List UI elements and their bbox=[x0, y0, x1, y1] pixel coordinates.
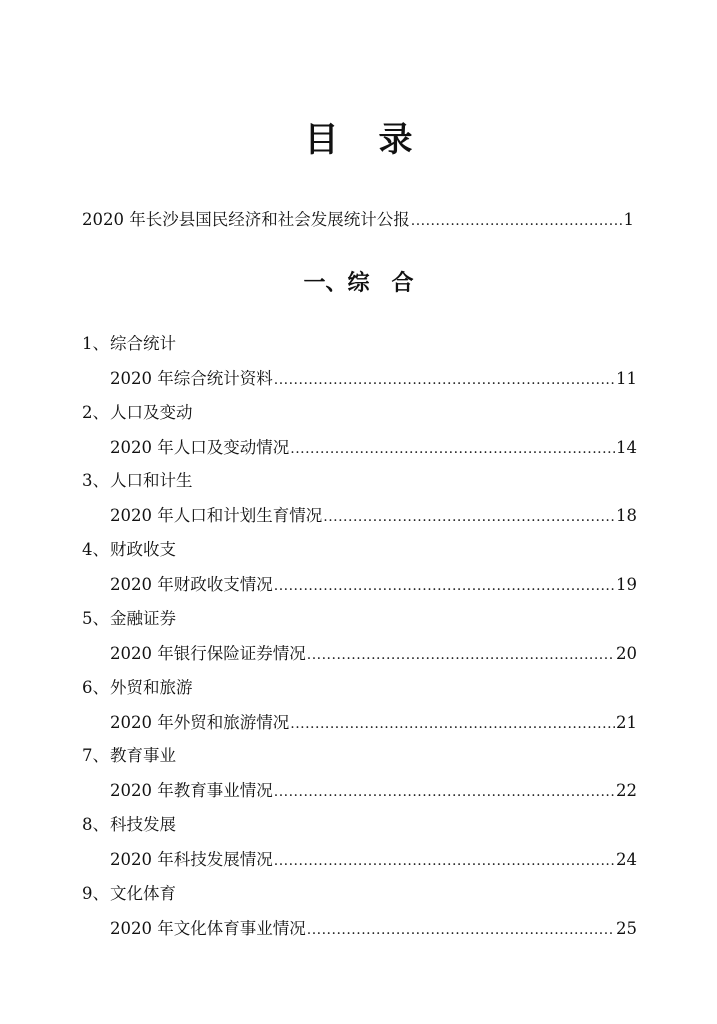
toc-category-name: 金融证券 bbox=[110, 608, 176, 628]
dot-leader bbox=[411, 210, 623, 232]
toc-category-name: 科技发展 bbox=[110, 814, 176, 834]
toc-entry bbox=[110, 368, 637, 391]
toc-category bbox=[82, 402, 193, 424]
toc-category bbox=[82, 608, 176, 630]
toc-entry-label: 2020 年银行保险证券情况 bbox=[110, 643, 306, 663]
toc-entry-page: 20 bbox=[616, 643, 637, 663]
dot-leader bbox=[290, 438, 615, 460]
toc-category-number: 6、 bbox=[82, 677, 109, 697]
toc-entry bbox=[110, 712, 637, 735]
toc-entry-label: 2020 年文化体育事业情况 bbox=[110, 918, 306, 938]
toc-entry-page: 1 bbox=[623, 210, 634, 229]
toc-category-number: 2、 bbox=[82, 402, 109, 422]
toc-category-name: 外贸和旅游 bbox=[110, 677, 193, 697]
toc-entry-page: 19 bbox=[616, 575, 637, 595]
toc-entry bbox=[110, 918, 637, 941]
toc-category-number: 4、 bbox=[82, 540, 109, 560]
toc-category-number: 3、 bbox=[82, 471, 109, 491]
toc-category bbox=[82, 883, 176, 905]
toc-category-number: 5、 bbox=[82, 608, 109, 628]
section-heading-part2: 合 bbox=[391, 270, 414, 296]
toc-entry bbox=[110, 643, 637, 666]
toc-entry bbox=[110, 780, 637, 803]
page-title-part1: 目 bbox=[304, 120, 339, 160]
toc-entry-label: 2020 年人口和计划生育情况 bbox=[110, 506, 323, 526]
toc-category bbox=[82, 814, 176, 836]
toc-entry bbox=[110, 849, 637, 872]
dot-leader bbox=[274, 369, 615, 391]
toc-entry-page: 11 bbox=[616, 369, 637, 388]
section-heading-part1: 一、综 bbox=[303, 270, 370, 296]
toc-category bbox=[82, 470, 193, 492]
toc-entry bbox=[110, 574, 637, 597]
toc-category bbox=[82, 333, 176, 355]
toc-entry-label: 2020 年教育事业情况 bbox=[110, 781, 273, 801]
toc-entry-page: 21 bbox=[616, 712, 637, 732]
toc-entry bbox=[110, 437, 637, 460]
toc-category-number: 1、 bbox=[82, 334, 109, 353]
toc-entry-intro bbox=[82, 209, 634, 232]
toc-category-number: 9、 bbox=[82, 883, 109, 903]
toc-entry bbox=[110, 505, 637, 528]
toc-entry-label: 2020 年人口及变动情况 bbox=[110, 437, 290, 457]
toc-category-number: 7、 bbox=[82, 746, 109, 766]
toc-entry-page: 14 bbox=[616, 437, 637, 457]
toc-category bbox=[82, 677, 193, 699]
toc-category-name: 教育事业 bbox=[110, 746, 176, 766]
toc-entry-label: 2020 年外贸和旅游情况 bbox=[110, 712, 290, 732]
toc-category-name: 人口和计生 bbox=[110, 471, 193, 491]
toc-entry-label: 2020 年长沙县国民经济和社会发展统计公报 bbox=[82, 210, 410, 229]
toc-category bbox=[82, 539, 176, 561]
dot-leader bbox=[323, 506, 615, 528]
toc-entry-label: 2020 年科技发展情况 bbox=[110, 849, 273, 869]
page-title-part2: 录 bbox=[378, 120, 413, 160]
section-heading bbox=[0, 266, 717, 297]
toc-entry-label: 2020 年财政收支情况 bbox=[110, 575, 273, 595]
toc-entry-label: 2020 年综合统计资料 bbox=[110, 369, 273, 388]
toc-category-name: 文化体育 bbox=[110, 883, 176, 903]
dot-leader bbox=[274, 781, 615, 803]
toc-entry-page: 24 bbox=[616, 849, 637, 869]
dot-leader bbox=[274, 575, 615, 597]
toc-category bbox=[82, 745, 176, 767]
dot-leader bbox=[307, 919, 615, 941]
toc-category-name: 人口及变动 bbox=[110, 402, 193, 422]
dot-leader bbox=[274, 850, 615, 872]
toc-entry-page: 18 bbox=[616, 506, 637, 526]
toc-category-name: 财政收支 bbox=[110, 540, 176, 560]
dot-leader bbox=[307, 644, 615, 666]
toc-entry-page: 25 bbox=[616, 918, 637, 938]
page-title bbox=[0, 112, 717, 161]
toc-category-name: 综合统计 bbox=[110, 334, 176, 353]
toc-category-number: 8、 bbox=[82, 814, 109, 834]
dot-leader bbox=[290, 713, 615, 735]
toc-entry-page: 22 bbox=[616, 781, 637, 801]
